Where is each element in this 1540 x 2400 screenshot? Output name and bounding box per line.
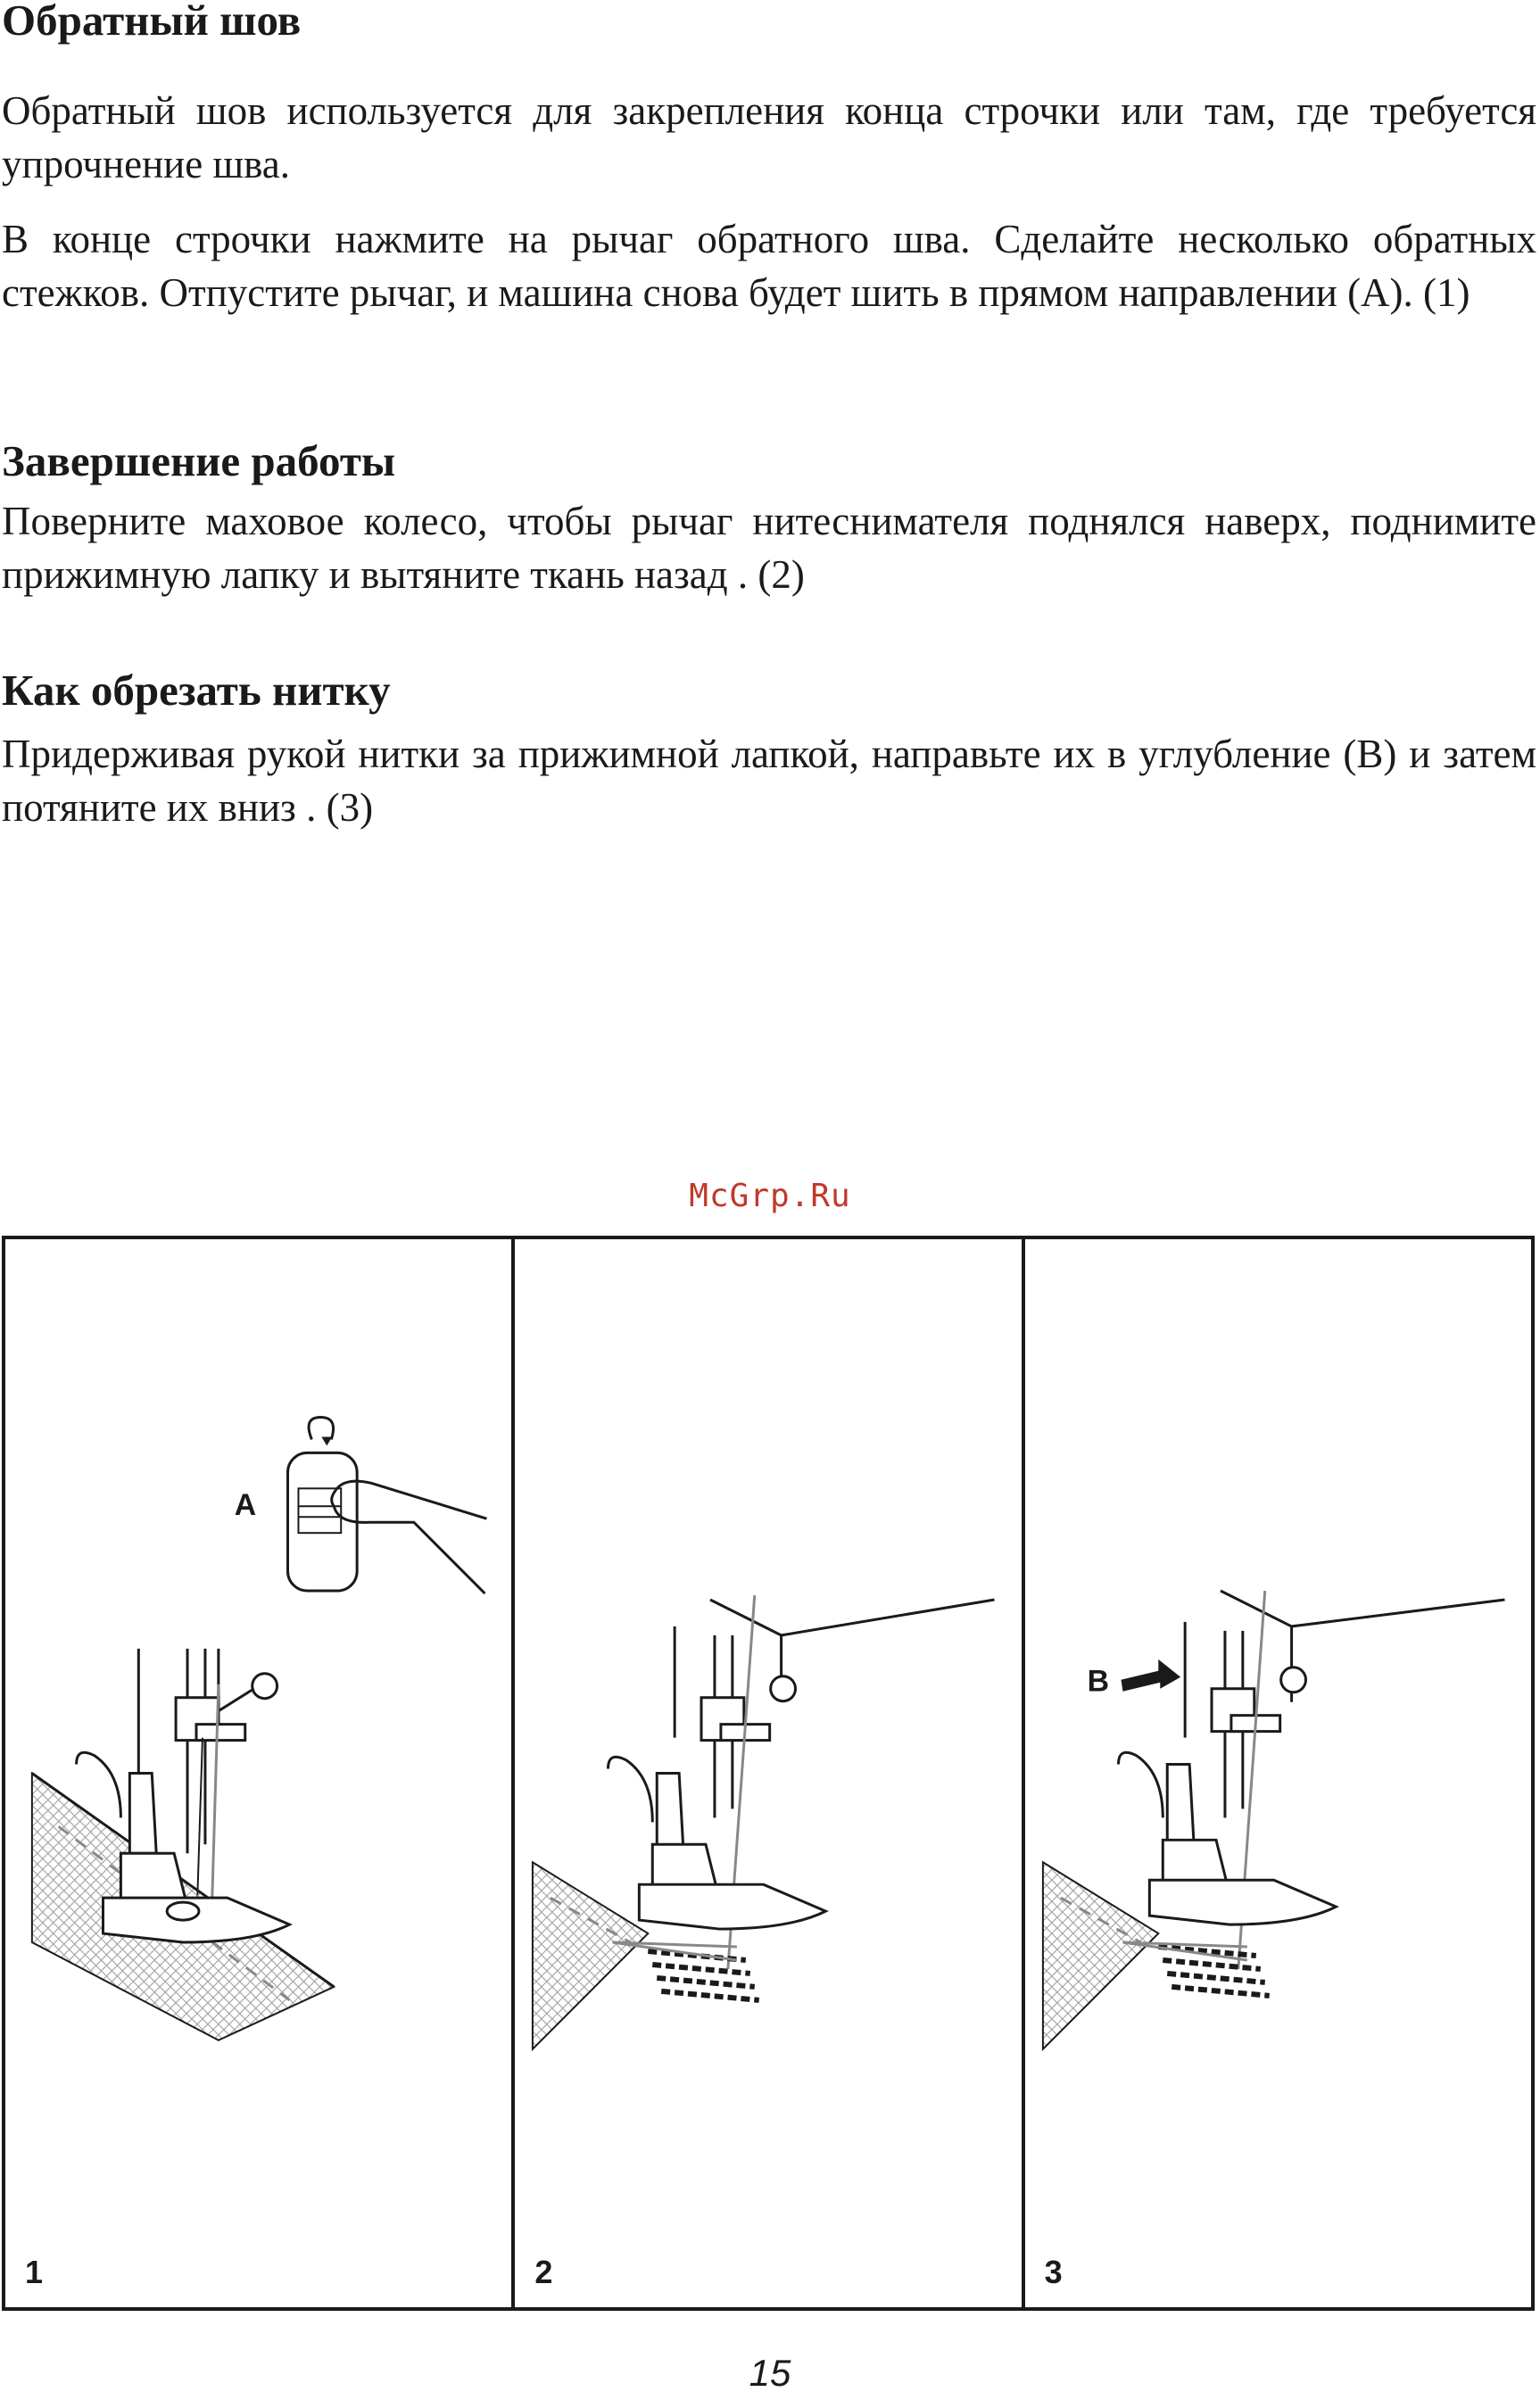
figure-panel-1 — [5, 1239, 515, 2307]
paragraph-reverse-stitch-1: Обратный шов используется для закрепления конца строчки или там, где требуется упрочнение шва. — [2, 88, 1536, 186]
heading-reverse-stitch: Обратный шов — [2, 0, 302, 45]
figure-number-1: 1 — [25, 2254, 44, 2290]
paragraph-reverse-stitch-2: В конце строчки нажмите на рычаг обратного шва. Сделайте несколько обратных стежков. Отпустите рычаг, и машина снова будет шить в прямом направлении (A). (1) — [2, 217, 1536, 315]
figure-panel-3 — [1025, 1239, 1531, 2307]
figure-number-3: 3 — [1044, 2254, 1063, 2290]
paragraph-finishing: Поверните маховое колесо, чтобы рычаг нитеснимателя поднялся наверх, поднимите прижимную лапку и вытяните ткань назад . (2) — [2, 499, 1536, 597]
presser-foot-fabric-illustration-icon — [515, 1239, 1021, 2307]
heading-cut-thread: Как обрезать нитку — [2, 666, 391, 715]
heading-finishing: Завершение работы — [2, 436, 396, 485]
figure-panel-2 — [515, 1239, 1024, 2307]
watermark: McGrp.Ru — [689, 1178, 851, 1214]
thread-cutter-illustration-icon — [1025, 1239, 1531, 2307]
page-number: 15 — [749, 2352, 791, 2394]
reverse-lever-illustration-icon — [5, 1239, 511, 2307]
figure-panels — [2, 1236, 1535, 2311]
callout-a: A — [234, 1488, 257, 1523]
callout-b: B — [1087, 1664, 1109, 1699]
figure-number-2: 2 — [534, 2254, 553, 2290]
paragraph-cut-thread: Придерживая рукой нитки за прижимной лапкой, направьте их в углубление (B) и затем потяните их вниз . (3) — [2, 732, 1536, 830]
